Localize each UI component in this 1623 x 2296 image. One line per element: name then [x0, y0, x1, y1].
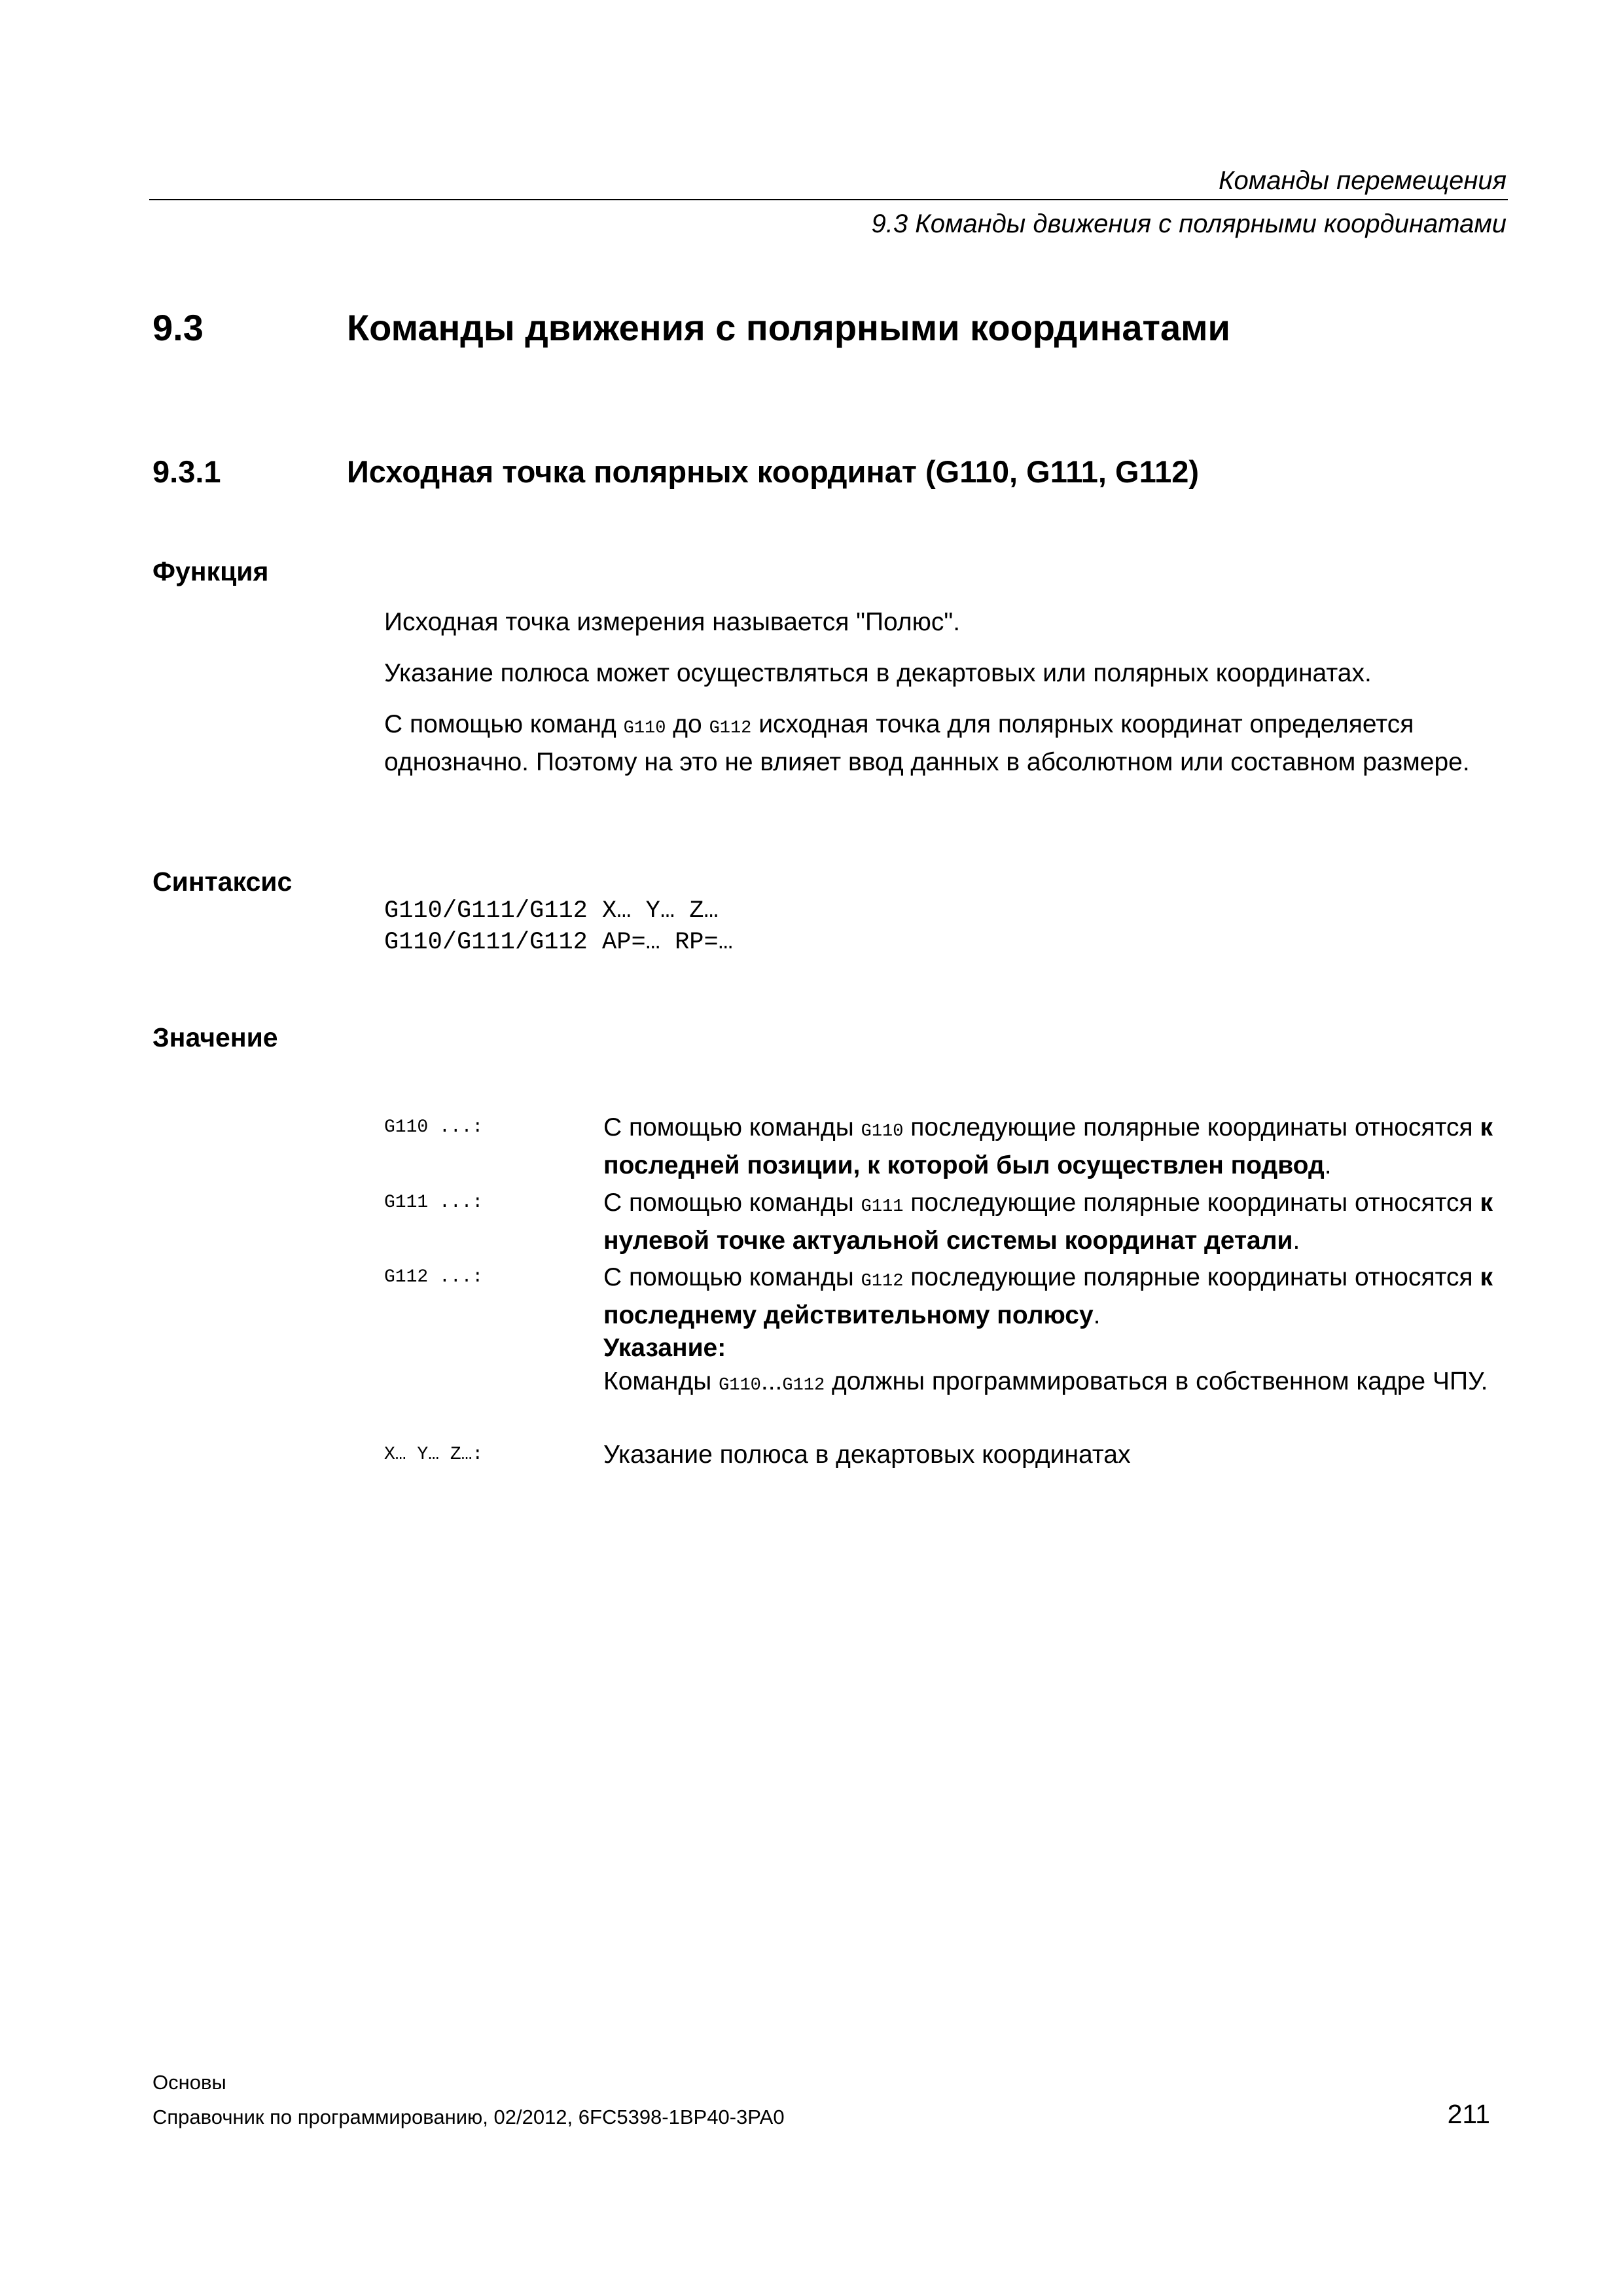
- syntax-line-1: G110/G111/G112 X… Y… Z…: [384, 897, 719, 925]
- meaning-term-g110: G110 ...:: [384, 1117, 484, 1138]
- meaning-term-g111: G111 ...:: [384, 1193, 484, 1213]
- meaning-definition-xyz: Указание полюса в декартовых координатах: [603, 1441, 1131, 1469]
- meaning-heading: Значение: [152, 1022, 278, 1052]
- section-title: Команды движения с полярными координатами: [347, 307, 1230, 348]
- meaning-definition-g112: С помощью команды G112 последующие полярные координаты относятся к последнему действительному полюсу.: [603, 1263, 1493, 1329]
- function-paragraph-3: С помощью команд G110 до G112 исходная точка для полярных координат определяется однозначно. Поэтому на это не влияет ввод данных в абсолютном или составном размере.: [384, 710, 1470, 776]
- note-label: Указание:: [603, 1334, 726, 1362]
- running-header-section: 9.3 Команды движения с полярными координатами: [871, 209, 1507, 238]
- meaning-term-xyz: X… Y… Z…:: [384, 1444, 484, 1465]
- subsection-number: 9.3.1: [152, 454, 221, 489]
- function-heading: Функция: [152, 556, 269, 586]
- page-number: 211: [1447, 2099, 1490, 2129]
- inline-code: G110: [623, 719, 666, 738]
- meaning-term-g112: G112 ...:: [384, 1267, 484, 1287]
- syntax-line-2: G110/G111/G112 AP=… RP=…: [384, 929, 733, 956]
- subsection-title: Исходная точка полярных координат (G110, G111, G112): [347, 454, 1200, 489]
- meaning-definition-g111: С помощью команды G111 последующие полярные координаты относятся к нулевой точке актуальной системы координат детали.: [603, 1189, 1493, 1255]
- function-paragraph-2: Указание полюса может осуществляться в декартовых или полярных координатах.: [384, 659, 1372, 687]
- footer-line-1: Основы: [152, 2071, 226, 2094]
- inline-code: G112: [782, 1376, 825, 1395]
- running-header-chapter: Команды перемещения: [1218, 166, 1507, 195]
- inline-code: G110: [861, 1122, 904, 1141]
- inline-code: G111: [861, 1197, 904, 1217]
- meaning-definition-g110: С помощью команды G110 последующие полярные координаты относятся к последней позиции, к которой был осуществлен подвод.: [603, 1113, 1493, 1179]
- note-text: Команды G110...G112 должны программироваться в собственном кадре ЧПУ.: [603, 1367, 1488, 1395]
- section-number: 9.3: [152, 307, 204, 348]
- function-paragraph-1: Исходная точка измерения называется "Полюс".: [384, 608, 961, 636]
- inline-code: G112: [709, 719, 752, 738]
- syntax-heading: Синтаксис: [152, 867, 293, 897]
- header-rule: [149, 199, 1508, 200]
- inline-code: G112: [861, 1272, 904, 1291]
- footer-line-2: Справочник по программированию, 02/2012, 6FC5398-1BP40-3PA0: [152, 2106, 785, 2128]
- inline-code: G110: [719, 1376, 761, 1395]
